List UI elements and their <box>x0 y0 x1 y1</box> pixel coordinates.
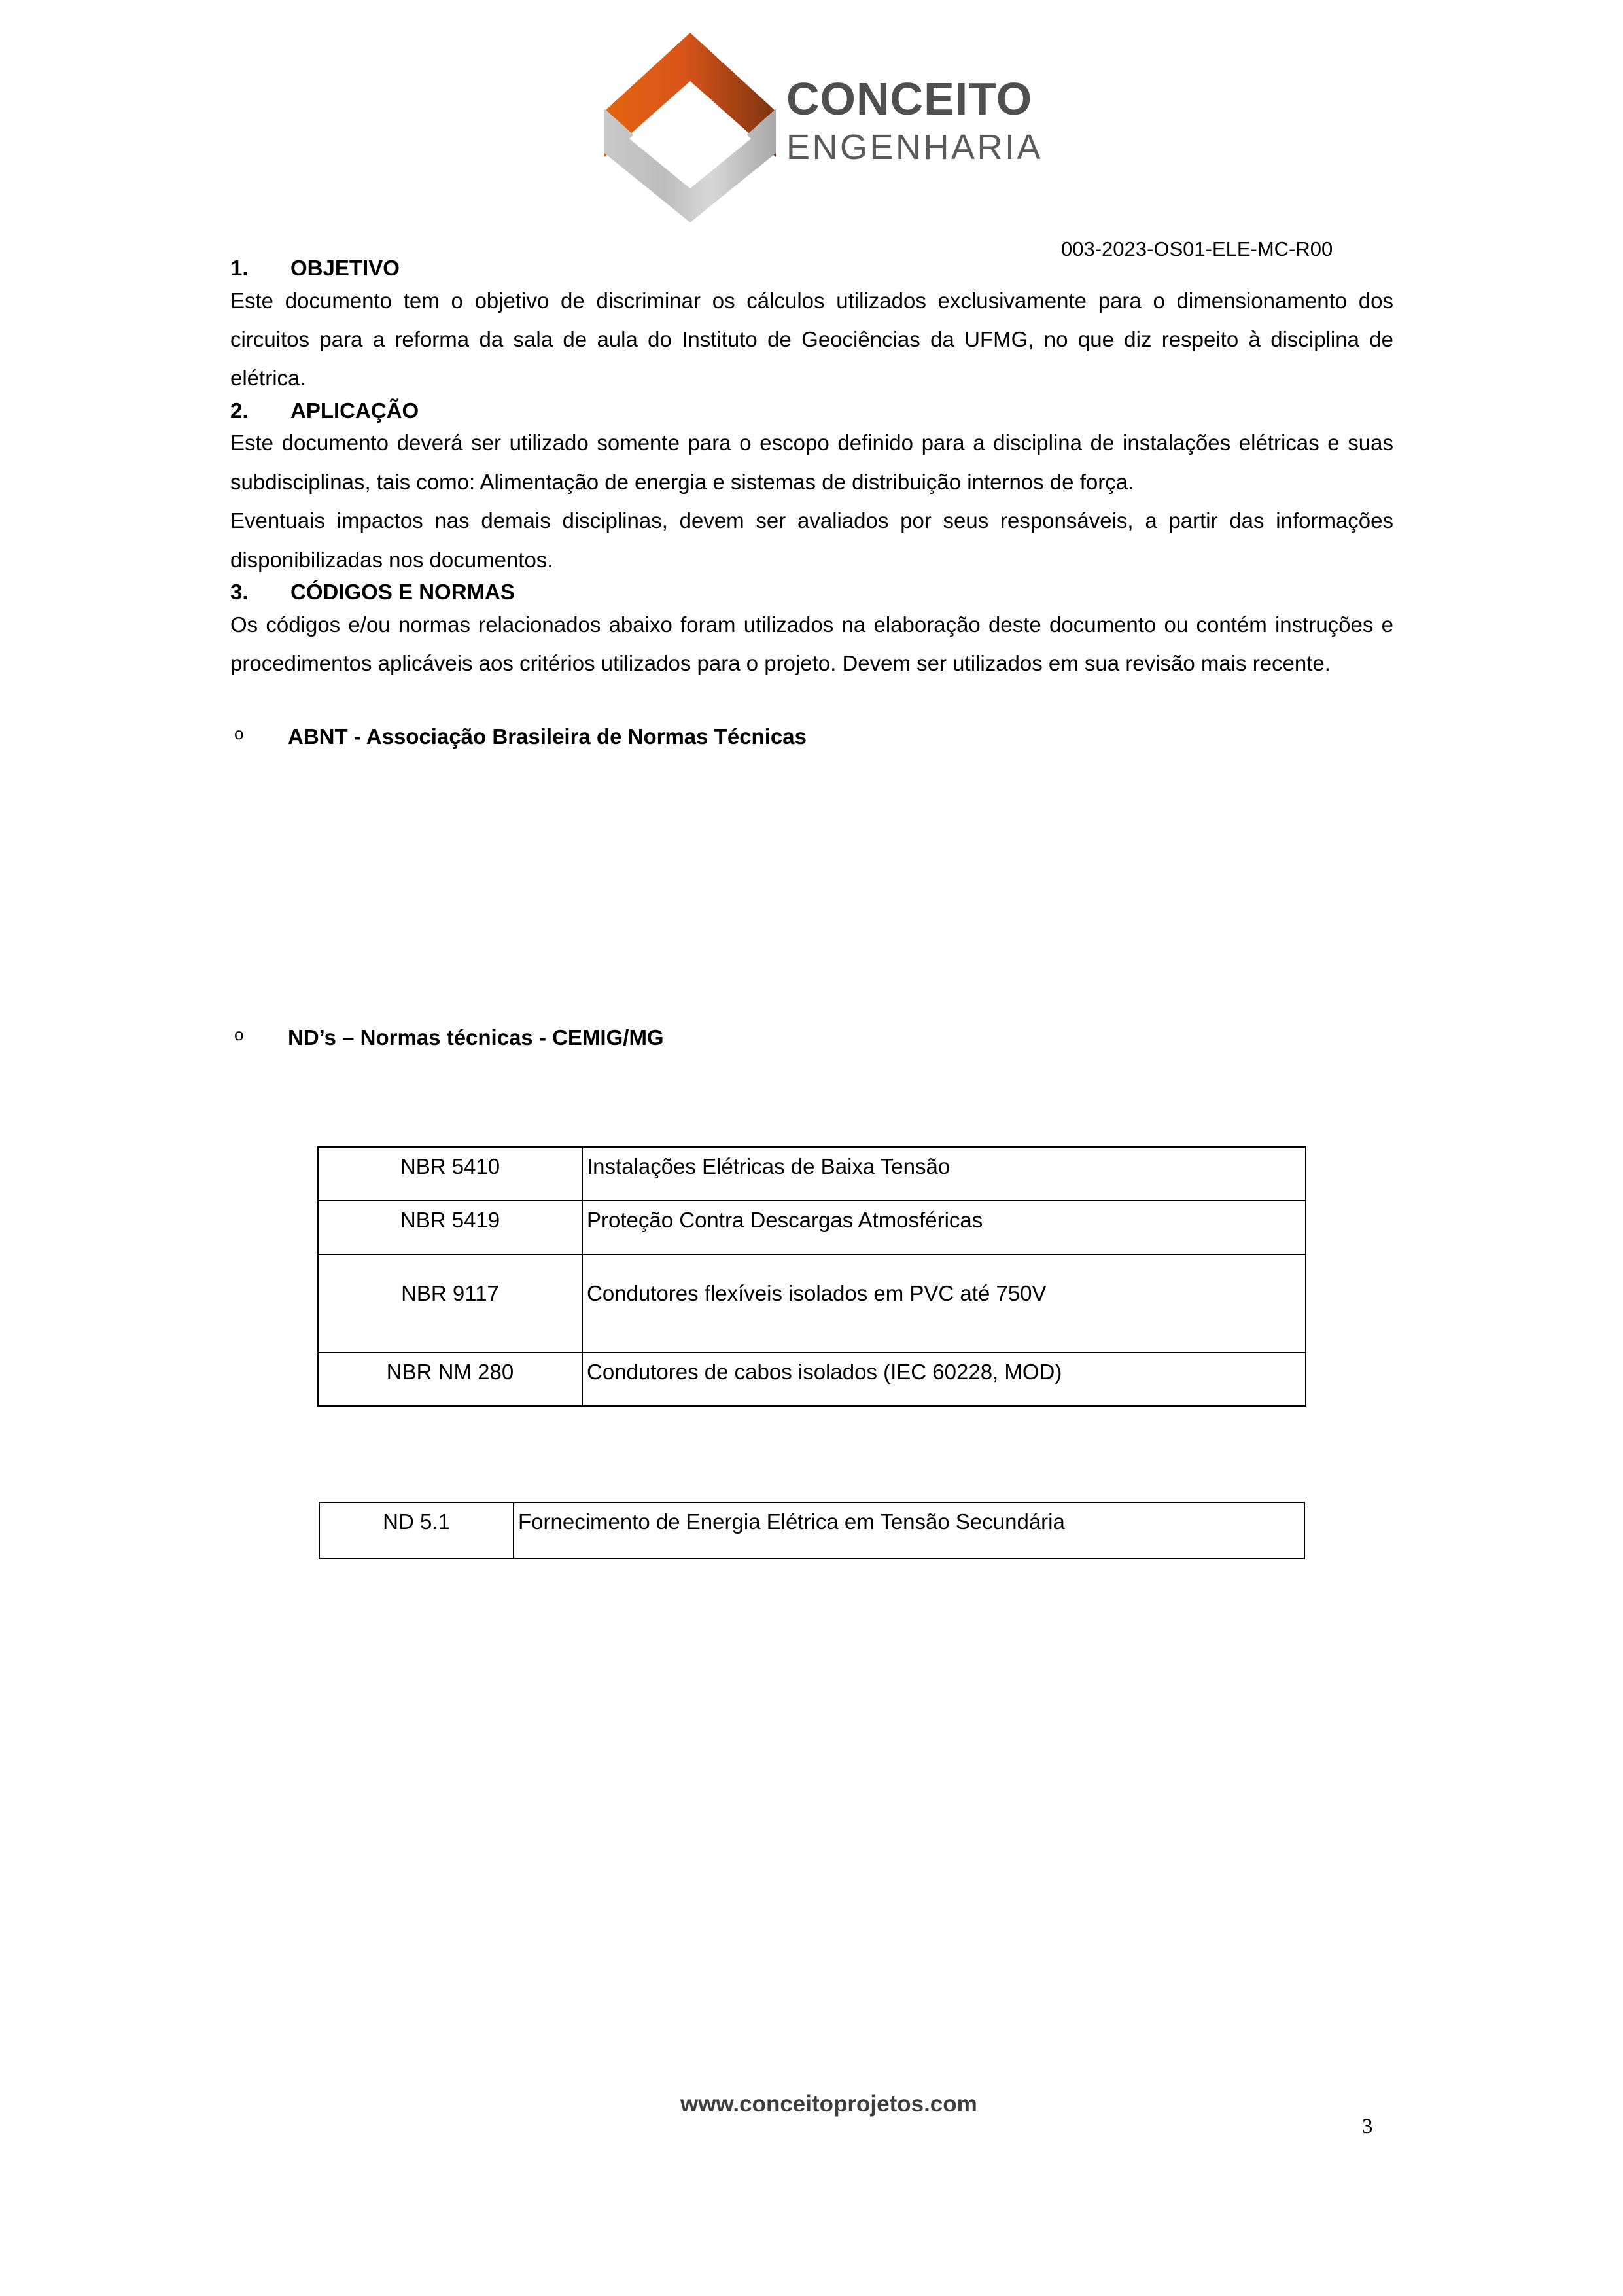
table-row <box>318 1352 1306 1406</box>
cell-norm-code: ND 5.1 <box>319 1502 514 1559</box>
cell-norm-code: NBR NM 280 <box>318 1352 582 1406</box>
cell-norm-description: Instalações Elétricas de Baixa Tensão <box>582 1147 1306 1201</box>
cell-norm-description: Proteção Contra Descargas Atmosféricas <box>582 1201 1306 1254</box>
bullet-label-nds: ND’s – Normas técnicas - CEMIG/MG <box>288 1025 664 1050</box>
bullet-label-abnt: ABNT - Associação Brasileira de Normas Técnicas <box>288 724 807 749</box>
cell-norm-code: NBR 5410 <box>318 1147 582 1201</box>
footer-website-url: www.conceitoprojetos.com <box>680 2091 977 2117</box>
section-title-3: CÓDIGOS E NORMAS <box>290 579 515 604</box>
table-abnt-norms <box>317 1146 1306 1407</box>
section-number-3: 3. <box>230 579 249 604</box>
section-title-1: OBJETIVO <box>290 256 400 280</box>
document-code: 003-2023-OS01-ELE-MC-R00 <box>1061 238 1333 260</box>
cell-norm-code: NBR 5419 <box>318 1201 582 1254</box>
paragraph-codigos-1: Os códigos e/ou normas relacionados abaixo foram utilizados na elaboração deste documento ou contém instruções e procedimentos aplicáveis aos critérios utilizados para o projeto. Devem ser utilizados em sua revisão mais recente. <box>230 612 1393 675</box>
logo-wordmark <box>786 73 1043 167</box>
table-row <box>318 1201 1306 1254</box>
bullet-circle-icon: o <box>234 724 244 744</box>
table-row <box>318 1147 1306 1201</box>
paragraph-aplicacao-1: Este documento deverá ser utilizado somente para o escopo definido para a disciplina de instalações elétricas e suas subdisciplinas, tais como: Alimentação de energia e sistemas de distribuição internos de força. <box>230 431 1393 494</box>
bullet-item-nds <box>230 1023 1393 1053</box>
cell-norm-description: Fornecimento de Energia Elétrica em Tensão Secundária <box>514 1502 1304 1559</box>
bullet-item-abnt <box>230 722 1393 752</box>
table-row <box>318 1254 1306 1352</box>
logo-mark-icon <box>602 29 778 225</box>
paragraph-aplicacao-2: Eventuais impactos nas demais disciplinas, devem ser avaliados por seus responsáveis, a partir das informações disponibilizadas nos documentos. <box>230 508 1393 572</box>
table-row <box>319 1502 1304 1559</box>
cell-norm-description: Condutores flexíveis isolados em PVC até 750V <box>582 1254 1306 1352</box>
section-heading-codigos-e-normas <box>230 579 1393 605</box>
logo-word-engenharia: ENGENHARIA <box>786 128 1043 167</box>
company-logo <box>602 29 1043 225</box>
section-title-2: APLICAÇÃO <box>290 398 419 423</box>
page-number: 3 <box>1362 2115 1373 2138</box>
table-nd-norms <box>319 1502 1305 1559</box>
section-heading-objetivo <box>230 255 1393 281</box>
cell-norm-description: Condutores de cabos isolados (IEC 60228, MOD) <box>582 1352 1306 1406</box>
section-number-2: 2. <box>230 398 249 423</box>
bullet-circle-icon: o <box>234 1025 244 1045</box>
document-body <box>230 255 1393 1053</box>
logo-word-conceito: CONCEITO <box>786 73 1033 124</box>
section-heading-aplicacao <box>230 398 1393 424</box>
paragraph-objetivo-1: Este documento tem o objetivo de discriminar os cálculos utilizados exclusivamente para o dimensionamento dos circuitos para a reforma da sala de aula do Instituto de Geociências da UFMG, no que diz respeito à disciplina de elétrica. <box>230 288 1393 391</box>
cell-norm-code: NBR 9117 <box>318 1254 582 1352</box>
section-number-1: 1. <box>230 256 249 280</box>
